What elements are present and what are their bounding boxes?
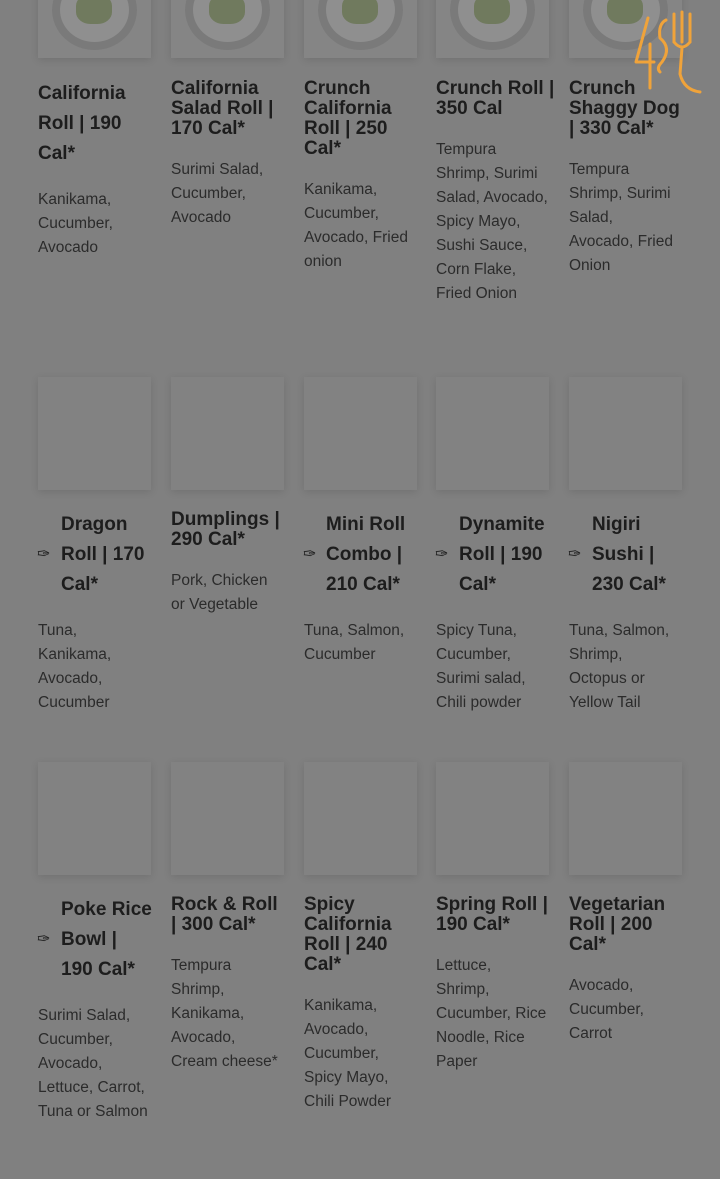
menu-item-description: Spicy Tuna, Cucumber, Surimi salad, Chili powder bbox=[436, 622, 526, 711]
menu-item-title[interactable]: California Salad Roll | 170 Cal* bbox=[171, 78, 274, 139]
menu-item-image[interactable] bbox=[38, 377, 151, 490]
menu-item-image[interactable] bbox=[436, 377, 549, 490]
menu-item-image[interactable] bbox=[304, 377, 417, 490]
menu-item-title[interactable]: Vegetarian Roll | 200 Cal* bbox=[569, 894, 666, 955]
menu-item-title[interactable]: Crunch Roll | 350 Cal bbox=[436, 78, 555, 119]
menu-item-image[interactable] bbox=[304, 0, 417, 58]
menu-item-image[interactable] bbox=[171, 377, 284, 490]
menu-item-image[interactable] bbox=[304, 762, 417, 875]
menu-item-title[interactable]: Spicy California Roll | 240 Cal* bbox=[304, 894, 392, 975]
menu-item-description: Lettuce, Shrimp, Cucumber, Rice Noodle, Rice Paper bbox=[436, 957, 547, 1070]
menu-item-description: Tempura Shrimp, Surimi Salad, Avocado, Fried Onion bbox=[569, 161, 673, 274]
menu-item-title[interactable]: Mini Roll Combo | 210 Cal* bbox=[326, 514, 406, 595]
fish-icon: ✑ bbox=[435, 546, 449, 563]
menu-item-image[interactable] bbox=[569, 377, 682, 490]
menu-item-description: Tempura Shrimp, Surimi Salad, Avocado, Spicy Mayo, Sushi Sauce, Corn Flake, Fried Onion bbox=[436, 141, 548, 302]
brand-logo-icon[interactable] bbox=[632, 8, 704, 94]
menu-item-title[interactable]: Nigiri Sushi | 230 Cal* bbox=[592, 514, 666, 595]
menu-item-description: Tempura Shrimp, Kanikama, Avocado, Cream cheese* bbox=[171, 957, 278, 1070]
menu-item-image[interactable] bbox=[436, 762, 549, 875]
menu-item-image[interactable] bbox=[569, 762, 682, 875]
fish-icon: ✑ bbox=[303, 546, 317, 563]
menu-item-image[interactable] bbox=[38, 762, 151, 875]
fish-icon: ✑ bbox=[37, 931, 51, 948]
menu-item-description: Tuna, Kanikama, Avocado, Cucumber bbox=[38, 622, 112, 711]
menu-item-title[interactable]: Crunch California Roll | 250 Cal* bbox=[304, 78, 392, 159]
menu-item-description: Avocado, Cucumber, Carrot bbox=[569, 977, 644, 1042]
menu-item-description: Kanikama, Cucumber, Avocado, Fried onion bbox=[304, 181, 408, 270]
menu-item-image[interactable] bbox=[38, 0, 151, 58]
menu-item-description: Pork, Chicken or Vegetable bbox=[171, 572, 268, 613]
menu-item-title[interactable]: Dynamite Roll | 190 Cal* bbox=[459, 514, 545, 595]
menu-item-image[interactable] bbox=[171, 0, 284, 58]
menu-item-title[interactable]: California Roll | 190 Cal* bbox=[38, 83, 126, 164]
fish-icon: ✑ bbox=[37, 546, 51, 563]
fish-icon: ✑ bbox=[568, 546, 582, 563]
menu-item-description: Kanikama, Cucumber, Avocado bbox=[38, 191, 113, 256]
menu-item-title[interactable]: Crunch Shaggy Dog | 330 Cal* bbox=[569, 78, 680, 139]
menu-item-title[interactable]: Spring Roll | 190 Cal* bbox=[436, 894, 548, 935]
menu-item-image[interactable] bbox=[436, 0, 549, 58]
menu-item-title[interactable]: Poke Rice Bowl | 190 Cal* bbox=[61, 899, 152, 980]
menu-item-description: Tuna, Salmon, Shrimp, Octopus or Yellow Tail bbox=[569, 622, 670, 711]
menu-item-title[interactable]: Dragon Roll | 170 Cal* bbox=[61, 514, 145, 595]
menu-item-image[interactable] bbox=[171, 762, 284, 875]
menu-item-description: Kanikama, Avocado, Cucumber, Spicy Mayo, Chili Powder bbox=[304, 997, 392, 1110]
menu-item-description: Surimi Salad, Cucumber, Avocado bbox=[171, 161, 264, 226]
menu-item-description: Surimi Salad, Cucumber, Avocado, Lettuce, Carrot, Tuna or Salmon bbox=[38, 1007, 148, 1120]
menu-item-title[interactable]: Dumplings | 290 Cal* bbox=[171, 509, 280, 550]
menu-item-description: Tuna, Salmon, Cucumber bbox=[304, 622, 405, 663]
menu-item-title[interactable]: Rock & Roll | 300 Cal* bbox=[171, 894, 278, 935]
